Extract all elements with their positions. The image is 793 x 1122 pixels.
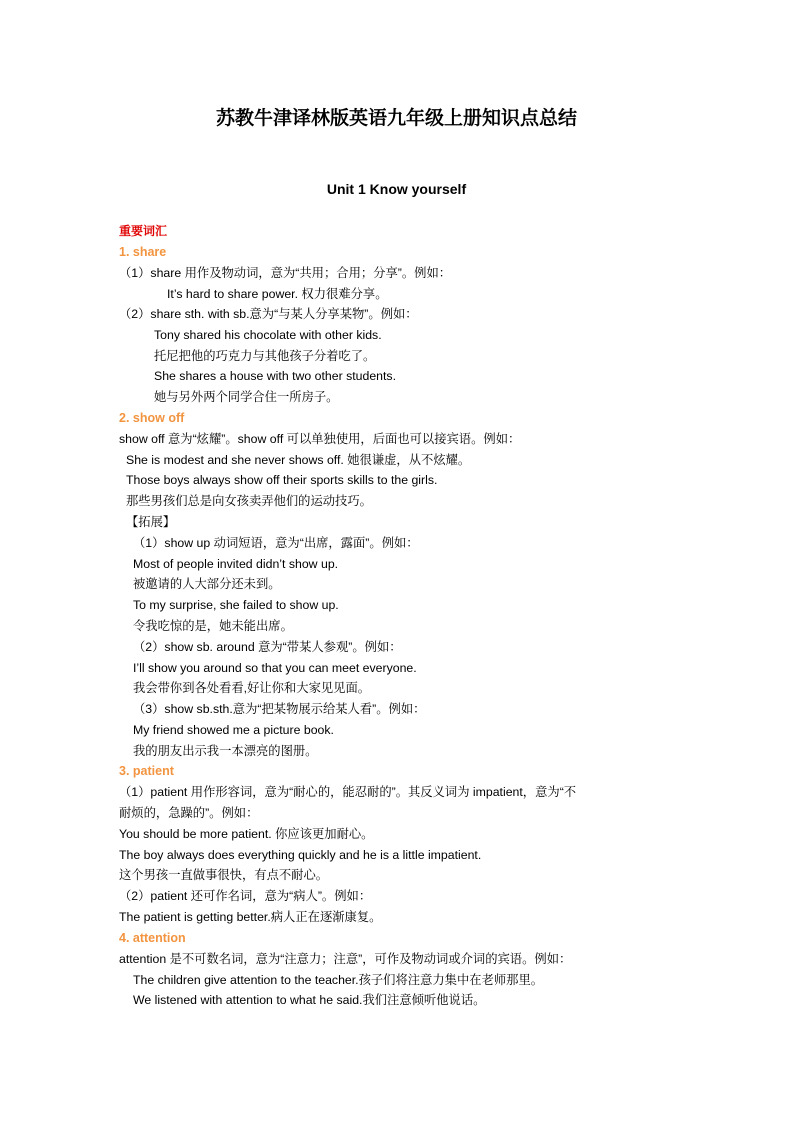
text-line: show off 意为“炫耀”。show off 可以单独使用，后面也可以接宾语。例如： <box>119 432 521 446</box>
example-line: 那些男孩们总是向女孩卖弄他们的运动技巧。 <box>126 494 372 508</box>
example-line: 被邀请的人大部分还未到。 <box>133 577 281 591</box>
example-line: The patient is getting better.病人正在逐渐康复。 <box>119 910 382 924</box>
text-line: （1）patient 用作形容词，意为“耐心的，能忍耐的”。其反义词为 impatient，意为“不 <box>119 785 577 799</box>
entry-heading-patient: 3. patient <box>119 764 174 778</box>
extension-label: 【拓展】 <box>126 515 176 529</box>
text-line: （3）show sb.sth.意为“把某物展示给某人看”。例如： <box>133 702 426 716</box>
text-line: attention 是不可数名词，意为“注意力；注意”，可作及物动词或介词的宾语。例如： <box>119 952 572 966</box>
entry-heading-show-off: 2. show off <box>119 411 185 425</box>
text-line: （2）show sb. around 意为“带某人参观”。例如： <box>133 640 402 654</box>
unit-title: Unit 1 Know yourself <box>326 181 467 197</box>
example-line: 这个男孩一直做事很快，有点不耐心。 <box>119 868 329 882</box>
example-line: 她与另外两个同学合住一所房子。 <box>154 390 339 404</box>
example-line: You should be more patient. 你应该更加耐心。 <box>119 827 374 841</box>
text-line: （1）show up 动词短语，意为“出席，露面”。例如： <box>133 536 419 550</box>
entry-heading-attention: 4. attention <box>119 931 186 945</box>
example-line: Most of people invited didn’t show up. <box>133 557 339 571</box>
example-line: She shares a house with two other students. <box>154 369 396 383</box>
example-line: The children give attention to the teacher.孩子们将注意力集中在老师那里。 <box>133 973 544 987</box>
text-line: （2）share sth. with sb.意为“与某人分享某物”。例如： <box>119 307 418 321</box>
section-heading: 重要词汇 <box>119 224 168 238</box>
example-line: 令我吃惊的是，她未能出席。 <box>133 619 293 633</box>
text-line: （2）patient 还可作名词，意为“病人”。例如： <box>119 889 372 903</box>
document-title: 苏教牛津译林版英语九年级上册知识点总结 <box>215 107 577 129</box>
example-line: It’s hard to share power. 权力很难分享。 <box>167 287 388 301</box>
example-line: To my surprise, she failed to show up. <box>133 598 339 612</box>
example-line: We listened with attention to what he said.我们注意倾听他说话。 <box>133 993 486 1007</box>
example-line: The boy always does everything quickly and he is a little impatient. <box>119 848 482 862</box>
text-line: （1）share 用作及物动词，意为“共用；合用；分享”。例如： <box>119 266 452 280</box>
example-line: Those boys always show off their sports skills to the girls. <box>126 473 438 487</box>
example-line: I’ll show you around so that you can meet everyone. <box>133 661 417 675</box>
text-line: 耐烦的，急躁的”。例如： <box>119 806 259 820</box>
entry-heading-share: 1. share <box>119 245 167 259</box>
example-line: She is modest and she never shows off. 她很谦虚，从不炫耀。 <box>126 453 471 467</box>
example-line: 我的朋友出示我一本漂亮的图册。 <box>133 744 318 758</box>
example-line: 我会带你到各处看看,好让你和大家见见面。 <box>133 681 371 695</box>
example-line: My friend showed me a picture book. <box>133 723 334 737</box>
example-line: 托尼把他的巧克力与其他孩子分着吃了。 <box>154 349 376 363</box>
example-line: Tony shared his chocolate with other kids. <box>154 328 382 342</box>
